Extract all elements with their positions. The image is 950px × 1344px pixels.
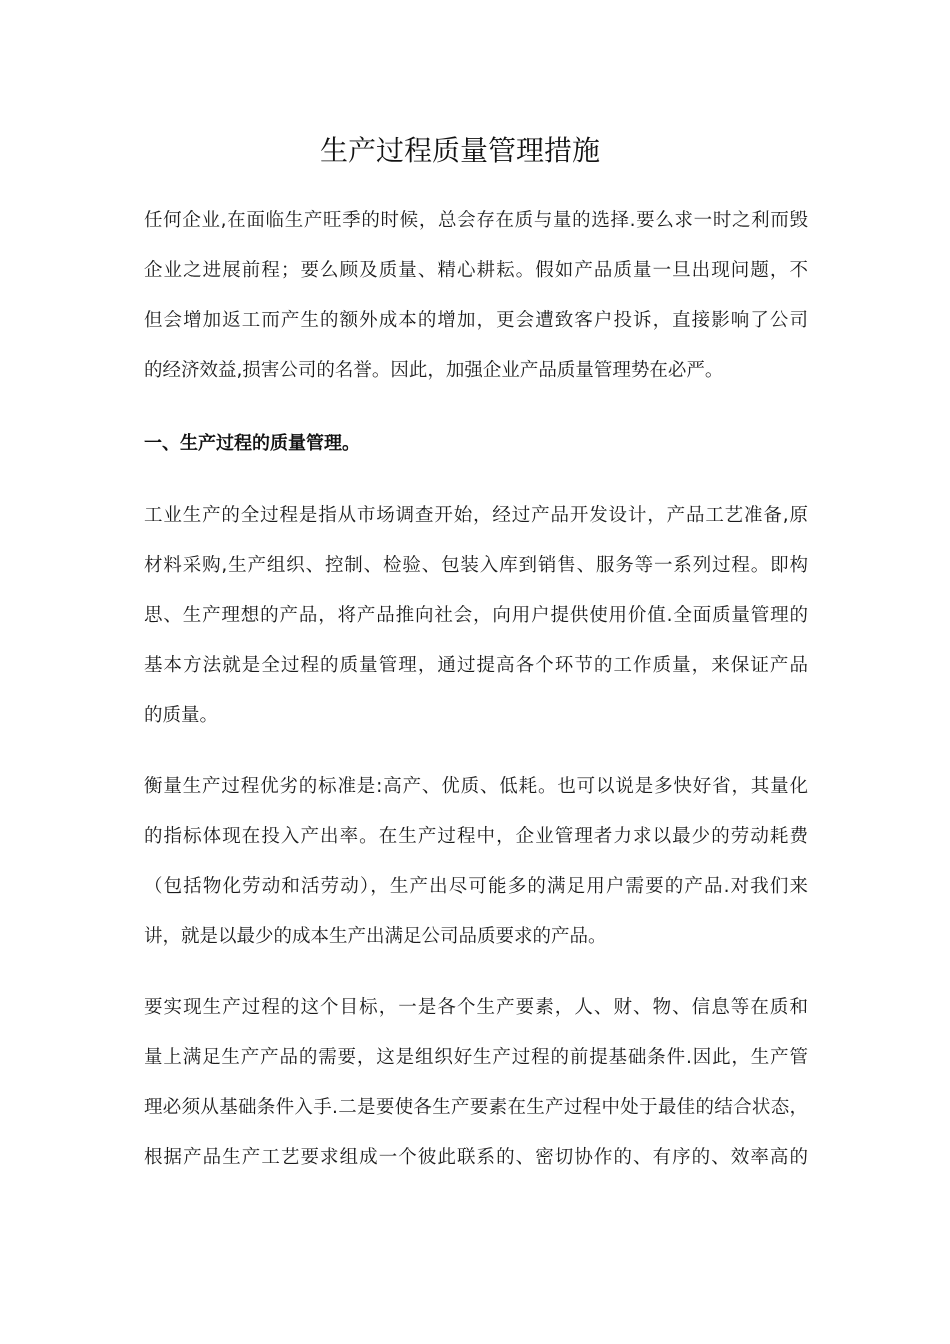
paragraph-line: 任何企业,在面临生产旺季的时候，总会存在质与量的选择.要么求一时之利而毁 <box>144 210 808 231</box>
paragraph-line: 基本方法就是全过程的质量管理，通过提高各个环节的工作质量，来保证产品 <box>144 655 808 676</box>
paragraph-line: 衡量生产过程优劣的标准是:高产、优质、低耗。也可以说是多快好省，其量化 <box>144 776 808 797</box>
paragraph-goal <box>144 983 808 1183</box>
section-heading: 一、生产过程的质量管理。 <box>144 433 360 454</box>
document-title: 生产过程质量管理措施 <box>319 134 600 167</box>
paragraph-line: 思、生产理想的产品，将产品推向社会，向用户提供使用价值.全面质量管理的 <box>144 605 808 626</box>
paragraph-intro <box>144 196 808 396</box>
paragraph-line: 企业之进展前程；要么顾及质量、精心耕耘。假如产品质量一旦出现问题，不 <box>144 260 808 281</box>
paragraph-line: 的质量。 <box>144 705 219 726</box>
paragraph-line: 的经济效益,损害公司的名誉。因此，加强企业产品质量管理势在必严。 <box>144 360 724 381</box>
paragraph-line: （包括物化劳动和活劳动），生产出尽可能多的满足用户需要的产品.对我们来 <box>144 876 808 897</box>
paragraph-line: 要实现生产过程的这个目标，一是各个生产要素，人、财、物、信息等在质和 <box>144 997 808 1018</box>
paragraph-line: 材料采购,生产组织、控制、检验、包装入库到销售、服务等一系列过程。即构 <box>144 555 808 576</box>
paragraph-line: 理必须从基础条件入手.二是要使各生产要素在生产过程中处于最佳的结合状态， <box>144 1097 808 1118</box>
paragraph-line: 的指标体现在投入产出率。在生产过程中，企业管理者力求以最少的劳动耗费 <box>144 826 808 847</box>
paragraph-line: 但会增加返工而产生的额外成本的增加，更会遭致客户投诉，直接影响了公司 <box>144 310 808 331</box>
paragraph-standard <box>144 762 808 962</box>
paragraph-line: 量上满足生产产品的需要，这是组织好生产过程的前提基础条件.因此，生产管 <box>144 1047 808 1068</box>
paragraph-line: 根据产品生产工艺要求组成一个彼此联系的、密切协作的、有序的、效率高的 <box>144 1147 808 1168</box>
paragraph-line: 工业生产的全过程是指从市场调查开始，经过产品开发设计，产品工艺准备,原 <box>144 505 808 526</box>
paragraph-line: 讲，就是以最少的成本生产出满足公司品质要求的产品。 <box>144 926 607 947</box>
paragraph-process <box>144 491 808 741</box>
